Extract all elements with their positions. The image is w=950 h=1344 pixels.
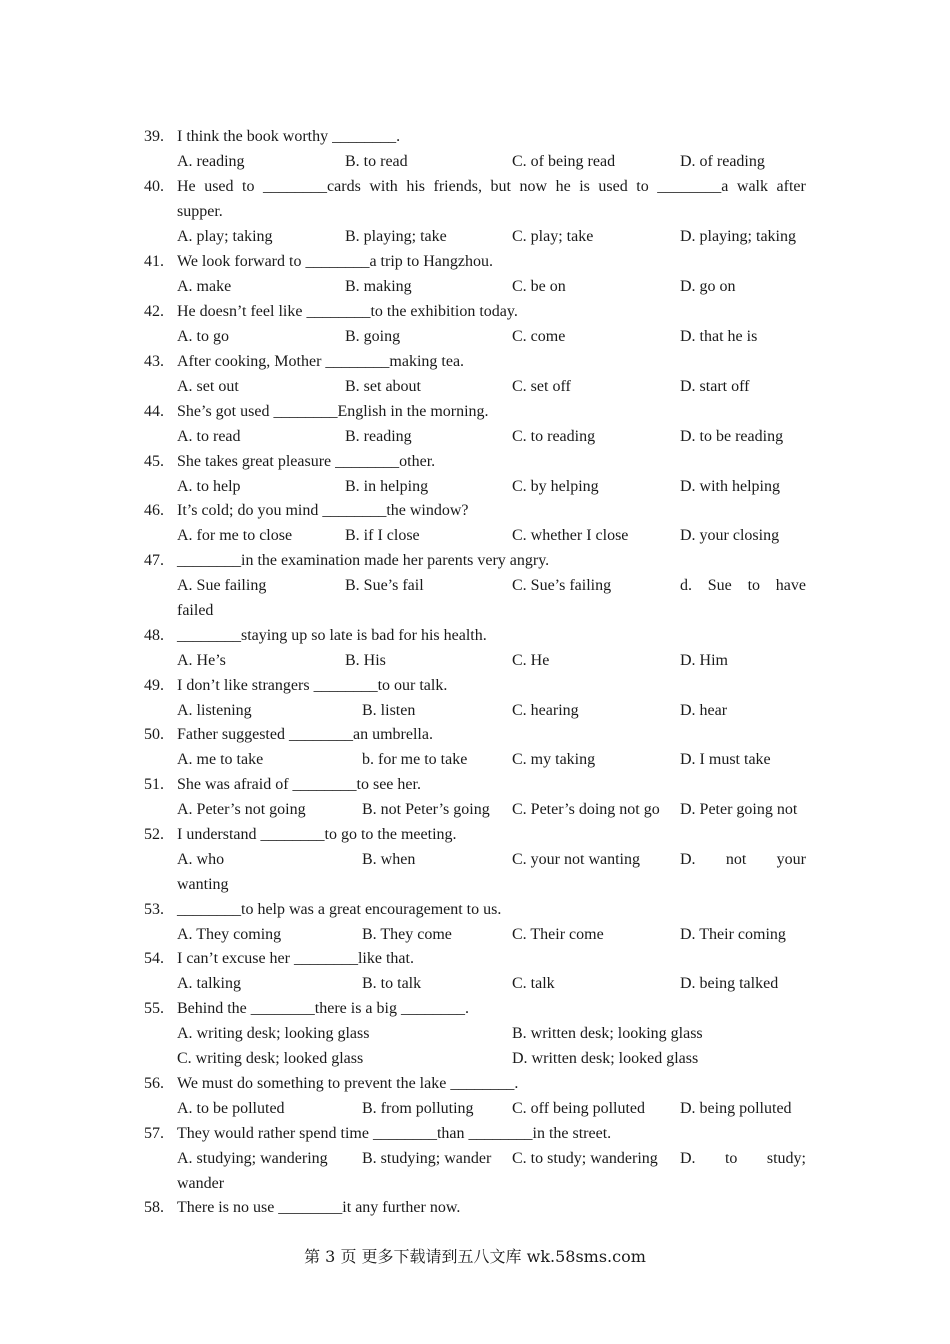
stem-word: used — [598, 178, 628, 195]
question-number: 48. — [144, 627, 164, 644]
option-b: B. not Peter’s going — [362, 801, 490, 818]
option-b: B. Sue’s fail — [345, 577, 424, 594]
option-b: B. playing; take — [345, 228, 447, 245]
question-number: 58. — [144, 1199, 164, 1216]
option-c: C. my taking — [512, 751, 596, 768]
option-continuation: wanting — [177, 876, 229, 893]
option-word: to — [724, 1150, 738, 1167]
stem-word: used — [204, 178, 234, 195]
option-c: C. talk — [512, 975, 555, 992]
option-a: A. writing desk; looking glass — [177, 1025, 370, 1042]
question-number: 42. — [144, 303, 164, 320]
option-d: D. your closing — [680, 527, 780, 544]
option-a: A. make — [177, 278, 232, 295]
question-number: 53. — [144, 901, 164, 918]
stem-continuation: supper. — [177, 203, 223, 220]
question-number: 49. — [144, 677, 164, 694]
option-c: C. hearing — [512, 702, 579, 719]
option-a: A. set out — [177, 378, 239, 395]
question-stem: They would rather spend time ________than ________in the street. — [177, 1125, 612, 1142]
question-stem: She was afraid of ________to see her. — [177, 776, 421, 793]
option-a: A. talking — [177, 975, 241, 992]
option-c: C. to reading — [512, 428, 596, 445]
option-a: A. play; taking — [177, 228, 273, 245]
question-stem: We look forward to ________a trip to Hangzhou. — [177, 253, 493, 270]
option-a: A. Peter’s not going — [177, 801, 306, 818]
option-word: study; — [766, 1150, 806, 1167]
question-stem: It’s cold; do you mind ________the window? — [177, 502, 469, 519]
option-b: B. listen — [362, 702, 416, 719]
option-a: A. to go — [177, 328, 229, 345]
option-word: D. — [680, 851, 696, 868]
option-b: B. His — [345, 652, 386, 669]
option-c: C. whether I close — [512, 527, 629, 544]
option-d: D. Him — [680, 652, 728, 669]
stem-word: ________a — [657, 178, 729, 195]
question-number: 57. — [144, 1125, 164, 1142]
option-word: to — [747, 577, 761, 594]
stem-word: with — [369, 178, 398, 195]
option-b: B. reading — [345, 428, 412, 445]
stem-word: friends, — [433, 178, 482, 195]
option-b: B. They come — [362, 926, 452, 943]
option-d: D. to be reading — [680, 428, 784, 445]
option-c: C. to study; wandering — [512, 1150, 658, 1167]
option-a: A. to be polluted — [177, 1100, 285, 1117]
question-number: 56. — [144, 1075, 164, 1092]
question-number: 40. — [144, 178, 164, 195]
option-a: A. studying; wandering — [177, 1150, 328, 1167]
option-b: B. in helping — [345, 478, 429, 495]
option-c: C. writing desk; looked glass — [177, 1050, 364, 1067]
option-a: A. Sue failing — [177, 577, 267, 594]
question-number: 50. — [144, 726, 164, 743]
question-stem: ________to help was a great encouragement to us. — [177, 901, 502, 918]
option-c: C. play; take — [512, 228, 594, 245]
option-d: D. with helping — [680, 478, 780, 495]
option-b: B. to read — [345, 153, 408, 170]
option-continuation: failed — [177, 602, 214, 619]
stem-word: but — [490, 178, 511, 195]
option-c: C. be on — [512, 278, 566, 295]
option-a: A. to help — [177, 478, 241, 495]
question-stem: Behind the ________there is a big ________. — [177, 1000, 469, 1017]
stem-word: ________cards — [263, 178, 361, 195]
question-stem: He doesn’t feel like ________to the exhibition today. — [177, 303, 518, 320]
question-stem: I can’t excuse her ________like that. — [177, 950, 414, 967]
option-d: D. that he is — [680, 328, 758, 345]
page-footer: 第 3 页 更多下载请到五八文库 wk.58sms.com — [304, 1247, 646, 1266]
option-word: have — [775, 577, 806, 594]
option-c: C. of being read — [512, 153, 616, 170]
option-a: A. who — [177, 851, 225, 868]
stem-word: walk — [736, 178, 768, 195]
question-number: 45. — [144, 453, 164, 470]
question-stem: ________in the examination made her parents very angry. — [177, 552, 550, 569]
option-b: B. if I close — [345, 527, 420, 544]
stem-word: now — [519, 178, 548, 195]
question-stem: I understand ________to go to the meeting. — [177, 826, 457, 843]
option-a: A. They coming — [177, 926, 282, 943]
option-a: A. me to take — [177, 751, 264, 768]
stem-word: to — [242, 178, 255, 195]
option-c: C. set off — [512, 378, 571, 395]
option-c: C. Sue’s failing — [512, 577, 612, 594]
option-d: D. hear — [680, 702, 728, 719]
option-b: B. to talk — [362, 975, 422, 992]
option-b: B. from polluting — [362, 1100, 474, 1117]
option-word: not — [725, 851, 747, 868]
question-number: 52. — [144, 826, 164, 843]
option-b: b. for me to take — [362, 751, 468, 768]
question-number: 41. — [144, 253, 164, 270]
option-word: d. — [680, 577, 692, 594]
question-stem: I think the book worthy ________. — [177, 128, 401, 145]
option-b: B. studying; wander — [362, 1150, 492, 1167]
question-number: 47. — [144, 552, 164, 569]
option-word: your — [776, 851, 806, 868]
question-number: 55. — [144, 1000, 164, 1017]
option-d: D. of reading — [680, 153, 765, 170]
question-stem: She’s got used ________English in the morning. — [177, 403, 489, 420]
option-c: C. He — [512, 652, 550, 669]
option-continuation: wander — [177, 1175, 225, 1192]
stem-word: he — [555, 178, 571, 195]
option-d: D. written desk; looked glass — [512, 1050, 699, 1067]
option-b: B. when — [362, 851, 416, 868]
question-number: 44. — [144, 403, 164, 420]
stem-word: He — [177, 178, 196, 195]
option-c: C. Peter’s doing not go — [512, 801, 660, 818]
option-a: A. to read — [177, 428, 241, 445]
question-number: 39. — [144, 128, 164, 145]
question-number: 54. — [144, 950, 164, 967]
option-d: D. being polluted — [680, 1100, 792, 1117]
question-number: 46. — [144, 502, 164, 519]
question-number: 51. — [144, 776, 164, 793]
stem-word: his — [406, 178, 425, 195]
option-d — [680, 1146, 806, 1171]
question-stem: Father suggested ________an umbrella. — [177, 726, 433, 743]
option-b: B. written desk; looking glass — [512, 1025, 703, 1042]
option-d: D. start off — [680, 378, 750, 395]
option-d: D. Their coming — [680, 926, 786, 943]
option-d: D. go on — [680, 278, 736, 295]
question-stem: I don’t like strangers ________to our talk. — [177, 677, 448, 694]
option-word: Sue — [707, 577, 732, 594]
option-c: C. Their come — [512, 926, 604, 943]
question-stem: There is no use ________it any further now. — [177, 1199, 461, 1216]
option-b: B. making — [345, 278, 412, 295]
option-a: A. listening — [177, 702, 252, 719]
question-stem — [177, 174, 806, 199]
option-c: C. off being polluted — [512, 1100, 646, 1117]
option-c: C. come — [512, 328, 566, 345]
option-a: A. for me to close — [177, 527, 293, 544]
option-a: A. reading — [177, 153, 245, 170]
option-d — [680, 573, 806, 598]
stem-word: is — [579, 178, 590, 195]
option-d: D. being talked — [680, 975, 779, 992]
option-word: D. — [680, 1150, 696, 1167]
question-stem: ________staying up so late is bad for his health. — [177, 627, 487, 644]
option-c: C. by helping — [512, 478, 599, 495]
option-d: D. playing; taking — [680, 228, 796, 245]
option-d: D. Peter going not — [680, 801, 798, 818]
option-b: B. set about — [345, 378, 421, 395]
option-b: B. going — [345, 328, 401, 345]
option-a: A. He’s — [177, 652, 226, 669]
question-number: 43. — [144, 353, 164, 370]
option-c: C. your not wanting — [512, 851, 640, 868]
question-stem: After cooking, Mother ________making tea. — [177, 353, 465, 370]
stem-word: to — [636, 178, 649, 195]
option-d: D. I must take — [680, 751, 771, 768]
option-d — [680, 847, 806, 872]
question-stem: She takes great pleasure ________other. — [177, 453, 436, 470]
question-stem: We must do something to prevent the lake ________. — [177, 1075, 519, 1092]
stem-word: after — [776, 178, 806, 195]
